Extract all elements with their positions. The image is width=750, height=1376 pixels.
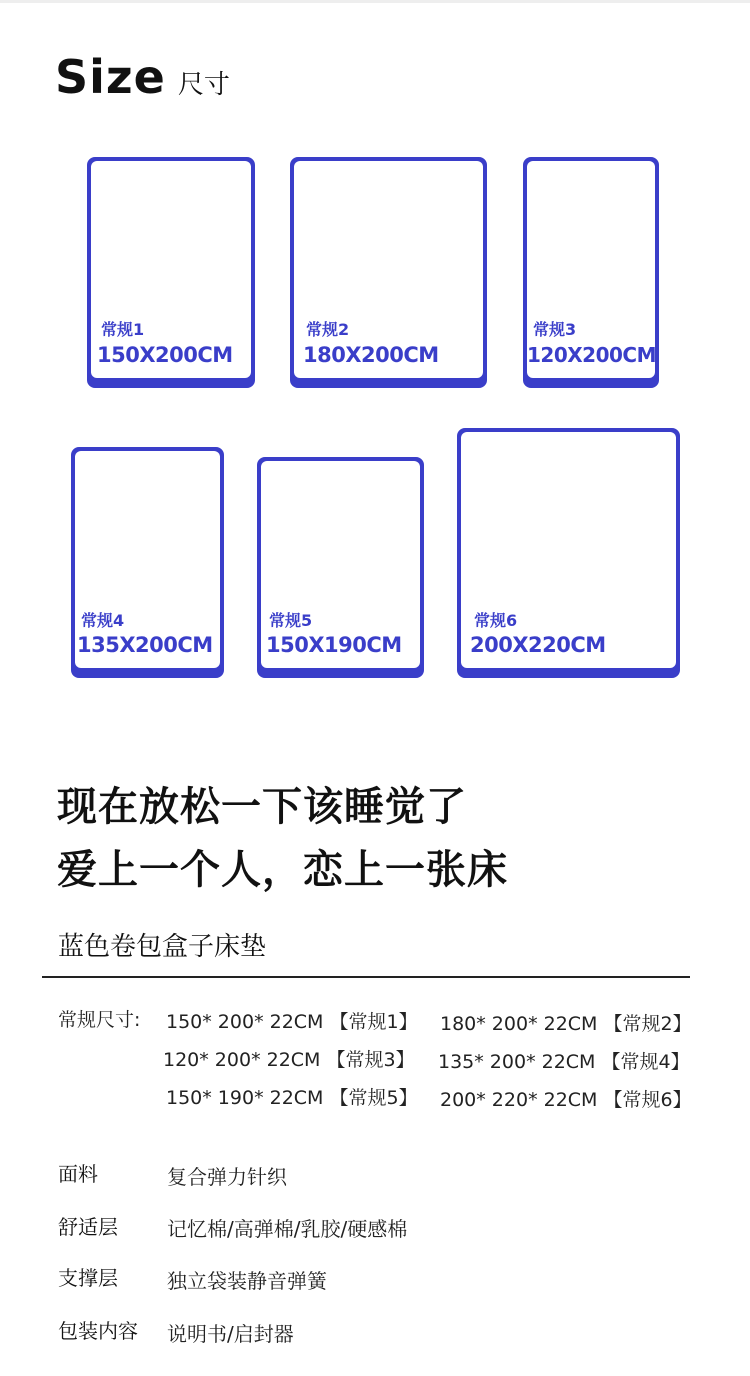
attr-support-layer-value: 独立袋装静音弹簧 [167, 1269, 327, 1293]
spec-size-item: 150* 200* 22CM 【常规1】 [166, 1011, 418, 1033]
top-divider [0, 0, 750, 3]
spec-size-item: 120* 200* 22CM 【常规3】 [163, 1049, 415, 1071]
mattress-card-name: 常规5 [269, 611, 313, 630]
size-title-cn: 尺寸 [177, 70, 230, 100]
mattress-card-name: 常规3 [533, 320, 577, 339]
size-heading [55, 50, 230, 104]
spec-size-item: 150* 190* 22CM 【常规5】 [166, 1087, 418, 1109]
mattress-card-size: 120X200CM [527, 343, 656, 367]
attr-package-value: 说明书/启封器 [167, 1322, 294, 1346]
spec-size-label: 常规尺寸: [58, 1009, 141, 1031]
mattress-card-name: 常规1 [101, 320, 145, 339]
spec-size-item: 135* 200* 22CM 【常规4】 [438, 1051, 690, 1073]
spec-size-item: 200* 220* 22CM 【常规6】 [440, 1089, 692, 1111]
mattress-card-size: 180X200CM [303, 343, 439, 367]
mattress-card-size: 150X200CM [97, 343, 233, 367]
mattress-card-size: 150X190CM [266, 633, 402, 657]
mattress-card-3 [523, 157, 659, 388]
mattress-card-4 [71, 447, 224, 678]
mattress-card-2 [290, 157, 487, 388]
size-title-en: Size [55, 50, 166, 104]
attr-package-label: 包装内容 [58, 1319, 138, 1343]
headline-line-1: 现在放松一下该睡觉了 [57, 784, 467, 830]
attr-support-layer-label: 支撑层 [58, 1266, 118, 1290]
attr-fabric-value: 复合弹力针织 [167, 1165, 287, 1189]
mattress-card-6 [457, 428, 680, 678]
attr-comfort-layer-value: 记忆棉/高弹棉/乳胶/硬感棉 [167, 1217, 408, 1241]
mattress-card-size: 200X220CM [470, 633, 606, 657]
mattress-card-1 [87, 157, 255, 388]
mattress-card-size: 135X200CM [77, 633, 213, 657]
attr-comfort-layer-label: 舒适层 [58, 1215, 118, 1239]
mattress-card-name: 常规2 [306, 320, 350, 339]
mattress-card-5 [257, 457, 424, 678]
section-divider [42, 976, 690, 978]
mattress-card-name: 常规6 [474, 611, 518, 630]
mattress-card-name: 常规4 [81, 611, 125, 630]
attr-fabric-label: 面料 [58, 1162, 98, 1186]
headline-line-2: 爱上一个人，恋上一张床 [57, 847, 508, 893]
spec-size-item: 180* 200* 22CM 【常规2】 [440, 1013, 692, 1035]
product-name: 蓝色卷包盒子床垫 [58, 932, 267, 962]
